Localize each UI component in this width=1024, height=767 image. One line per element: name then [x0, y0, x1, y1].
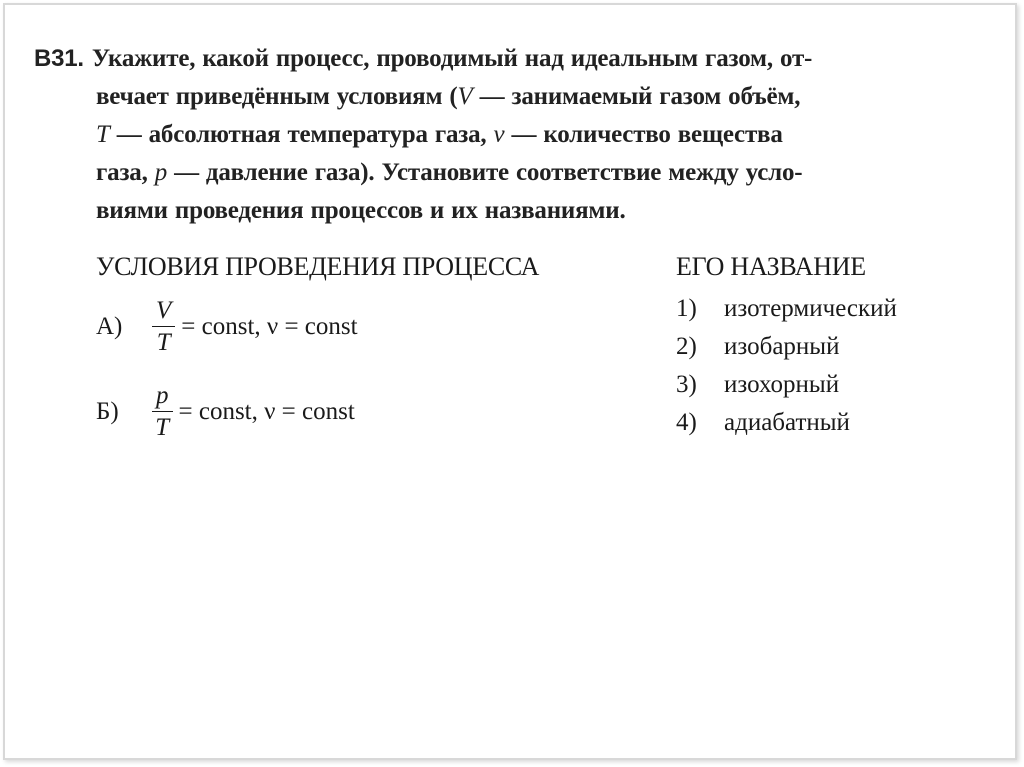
- var-t: T: [96, 121, 110, 148]
- question-line-2: вечает приведённым условиям (V — занимаемый газом объём,: [96, 83, 801, 110]
- condition-a: [96, 292, 358, 362]
- question-line-1: В31. Укажите, какой процесс, проводимый над идеальным газом, от-: [34, 45, 813, 72]
- item-label: изобарный: [724, 333, 840, 360]
- fraction-numerator: V: [152, 298, 175, 327]
- condition-b: [96, 377, 355, 447]
- list-item: [676, 366, 897, 404]
- question-line-5: виями проведения процессов и их названиями.: [96, 197, 626, 224]
- item-number: 4): [676, 409, 697, 436]
- condition-rest: = const, ν = const: [178, 398, 355, 425]
- item-label: изотермический: [724, 295, 897, 322]
- condition-rest: = const, ν = const: [181, 313, 358, 340]
- var-p: p: [154, 159, 168, 186]
- fraction: [152, 298, 175, 356]
- question-line-3: T — абсолютная температура газа, ν — количество вещества: [96, 121, 783, 148]
- item-label: адиабатный: [724, 409, 850, 436]
- fraction-denominator: T: [156, 329, 171, 356]
- fraction-denominator: T: [155, 414, 170, 441]
- names-list: [676, 290, 897, 442]
- item-number: 1): [676, 295, 697, 322]
- conditions-header: УСЛОВИЯ ПРОВЕДЕНИЯ ПРОЦЕССА: [96, 252, 540, 281]
- item-number: 2): [676, 333, 697, 360]
- names-header: ЕГО НАЗВАНИЕ: [676, 252, 866, 281]
- list-item: [676, 404, 897, 442]
- question-number: В31.: [34, 45, 84, 72]
- var-v: V: [457, 83, 473, 110]
- list-item: [676, 328, 897, 366]
- item-label: изохорный: [724, 371, 840, 398]
- condition-letter: Б): [96, 398, 119, 425]
- question-text: [34, 40, 944, 230]
- item-number: 3): [676, 371, 697, 398]
- question-line-4: газа, p — давление газа). Установите соответствие между усло-: [96, 159, 803, 186]
- fraction: [152, 383, 173, 441]
- var-nu: ν: [493, 121, 505, 148]
- fraction-numerator: p: [152, 383, 173, 412]
- condition-letter: А): [96, 313, 123, 340]
- list-item: [676, 290, 897, 328]
